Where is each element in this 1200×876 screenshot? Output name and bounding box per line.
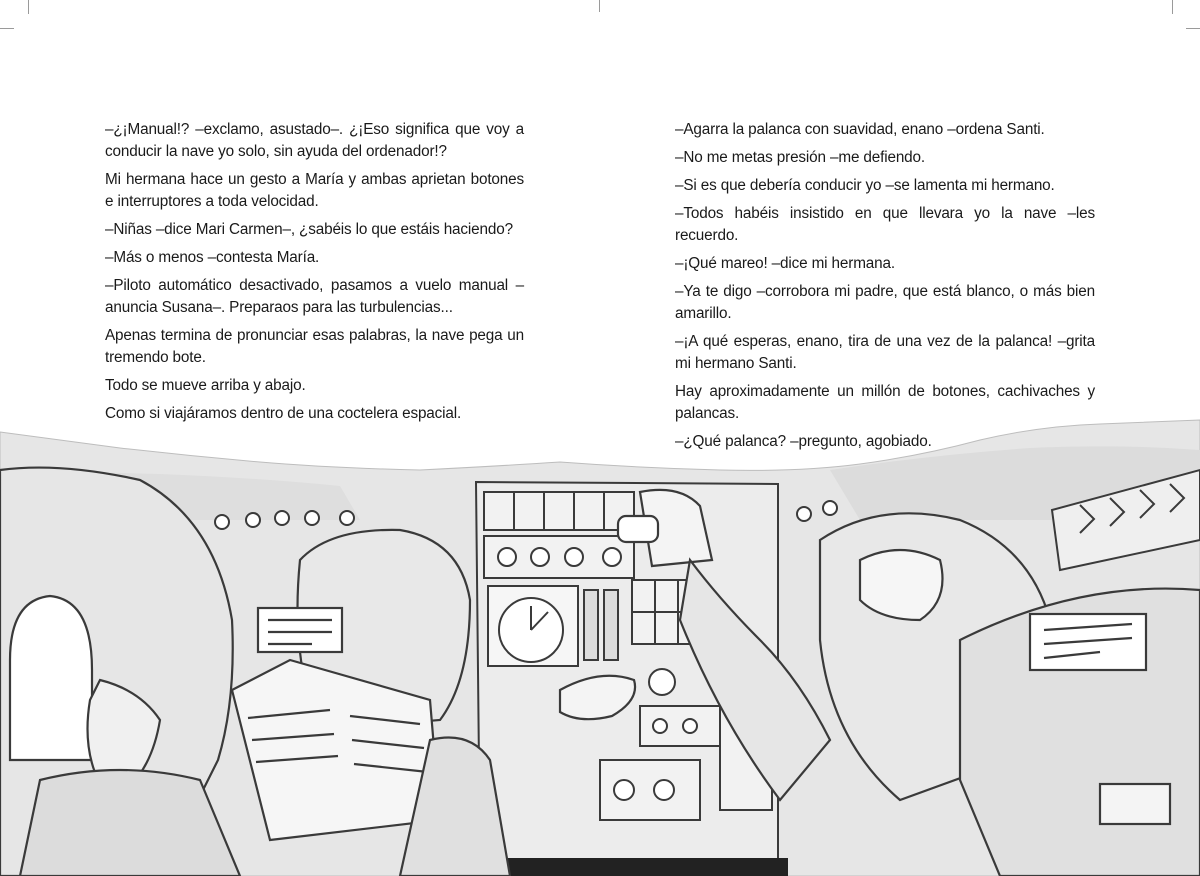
paragraph: –Piloto automático desactivado, pasamos a vuelo manual –anuncia Susana–. Preparaos para las turbulencias... xyxy=(105,277,524,316)
paragraph: Mi hermana hace un gesto a María y ambas aprietan botones e interruptores a toda velocidad. xyxy=(105,171,524,210)
paragraph: Apenas termina de pronunciar esas palabras, la nave pega un tremendo bote. xyxy=(105,327,524,366)
paragraph: Todo se mueve arriba y abajo. xyxy=(105,377,306,394)
paragraph: –¿Qué palanca? –pregunto, agobiado. xyxy=(675,433,932,450)
paragraph: Hay aproximadamente un millón de botones, cachivaches y palancas. xyxy=(675,383,1095,422)
paragraph: –Ya te digo –corrobora mi padre, que está blanco, o más bien amarillo. xyxy=(675,283,1095,322)
paragraph: –¿¡Manual!? –exclamo, asustado–. ¿¡Eso significa que voy a conducir la nave yo solo, sin ayuda del ordenador!? xyxy=(105,121,524,160)
paragraph: –No me metas presión –me defiendo. xyxy=(675,149,925,166)
paragraph: –Todos habéis insistido en que llevara yo la nave –les recuerdo. xyxy=(675,205,1095,244)
paragraph: –Si es que debería conducir yo –se lamenta mi hermano. xyxy=(675,177,1055,194)
paragraph: –¡A qué esperas, enano, tira de una vez de la palanca! –grita mi hermano Santi. xyxy=(675,333,1095,372)
paragraph: –Niñas –dice Mari Carmen–, ¿sabéis lo que estáis haciendo? xyxy=(105,221,513,238)
right-page-text xyxy=(675,119,1095,459)
paragraph: Como si viajáramos dentro de una coctelera espacial. xyxy=(105,405,462,422)
left-page-text xyxy=(105,119,524,431)
paragraph: –Más o menos –contesta María. xyxy=(105,249,320,266)
paragraph: –¡Qué mareo! –dice mi hermana. xyxy=(675,255,895,272)
paragraph: –Agarra la palanca con suavidad, enano –ordena Santi. xyxy=(675,121,1045,138)
